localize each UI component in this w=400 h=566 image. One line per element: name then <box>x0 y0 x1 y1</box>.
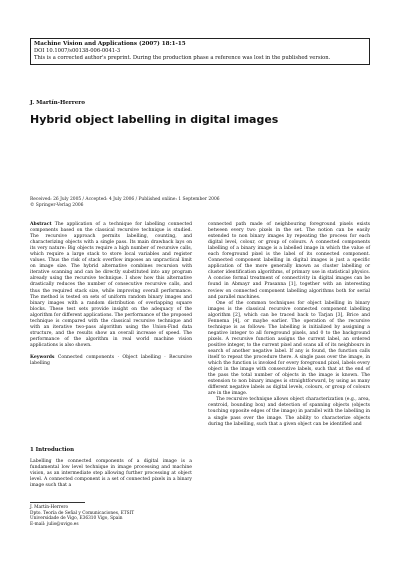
section-heading: 1 Introduction <box>30 447 75 453</box>
author-footnote <box>30 505 134 527</box>
abstract-label: Abstract <box>30 222 52 227</box>
footnote-name: J. Martín-Herrero <box>30 505 69 510</box>
publication-info <box>30 197 220 209</box>
paragraph: connected path made of neighbouring foreground pixels exists between every two pixels in the set. The notion can be easily extended to non binary images by repeating the process for each digital level, colour, or group of colours. A connected components labelling of a binary image is a labelled image in which the value of each foreground pixel is the label of its connected component. Connected component labelling in digital images is just a specific application of the more generally known as cluster labelling or cluster identification algorithms, of primary use in statistical physics. A concise formal treatment of connectivity in digital images can be found in Abmayr and Prasanna [1], together with an interesting review on connected component labelling algorithms both for serial and parallel machines. <box>208 222 370 300</box>
doi: DOI 10.1007/s00138-006-0041-3 <box>34 47 121 54</box>
footnote-university: Universidade de Vigo, E36310 Vigo, Spain <box>30 516 123 522</box>
journal-citation: Machine Vision and Applications (2007) 18:1-15 <box>34 41 186 47</box>
left-column <box>30 222 192 367</box>
footnote-department: Dpto. Teoría de Señal y Comunicaciones, ETSIT <box>30 510 135 516</box>
header-box <box>30 38 370 65</box>
footnote-email: E-mail: julio@uvigo.es <box>30 521 79 527</box>
paper-title: Hybrid object labelling in digital images <box>30 113 279 126</box>
abstract <box>30 222 192 349</box>
right-column <box>208 222 370 428</box>
preprint-note: This is a corrected author's preprint. During the production phase a reference was lost in the published version. <box>34 54 331 61</box>
keywords-label: Keywords <box>30 354 55 360</box>
keywords <box>30 355 192 367</box>
keywords-text: Connected components · Object labelling · Recursive labelling <box>30 354 192 367</box>
publication-dates: Received: 26 July 2005 / Accepted: 4 July 2006 / Published online: 1 September 2006 <box>30 197 220 202</box>
introduction-text: Labelling the connected components of a digital image is a fundamental low level technique in image processing and machine vision, as an intermediate step allowing further processing at object level. A connected component is a set of connected pixels in a binary image such that a <box>30 459 192 489</box>
author-name: J. Martín-Herrero <box>30 100 85 106</box>
abstract-text: The application of a technique for labelling connected components based on the classical recursive technique is studied. The recursive approach permits labelling, counting, and characterizing objects with a single pass. Its main drawback lays on its very nature: Big objects require a high number of recursive calls, which require a large stack to store local variables and register values. Thus the risk of stack overflow imposes an unpractical limit on image size. The hybrid alternative combines recursion with iterative scanning and can be directly substituted into any program already using the recursive technique. I show how this alternative drastically reduces the number of consecutive recursive calls, and thus the required stack size, while improving overall performance. The method is tested on sets of uniform random binary images and binary images with a random distribution of overlapping square blocks. These test sets provide insight on the adequacy of the algorithm for different applications. The performance of the proposed technique is compared with the classical recursive technique and with an iterative two-pass algorithm using the Union-Find data structure, and the results show an overall increase of speed. The performance of the algorithm in real world machine vision applications is also shown. <box>30 222 192 348</box>
paragraph: The recursive technique allows object characterization (e.g., area, centroid, bounding box) and detection of spanning objects (objects touching opposite edges of the image) in parallel with the labelling in a single pass over the image. The ability to characterize objects during the labelling, such that a given object can be identified and <box>208 397 370 427</box>
footnote-rule <box>30 502 85 503</box>
paragraph: One of the common techniques for object labelling in binary images is the classical recursive connected component labelling algorithm [2], which can be traced back to Tarjan [3], Brice and Fennema [4], or maybe earlier. The operation of the recursive technique is as follows: The labelling is initialized by assigning a negative integer to all foreground pixels, and 0 to the background pixels. A recursive function assigns the current label, an ordered positive integer, to the current pixel and scans all of its neighbours in search of another negative label. If any is found, the function calls itself to repeat the procedure there. A single pass over the image, in which the function is invoked for every foreground pixel, labels every object in the image with consecutive labels, such that at the end of the pass the total number of objects in the image is known. The extension to non binary images is straightforward, by using as many different negative labels as digital levels, colours, or group of colours are in the image. <box>208 300 370 397</box>
copyright: © Springer-Verlag 2006 <box>30 203 84 208</box>
